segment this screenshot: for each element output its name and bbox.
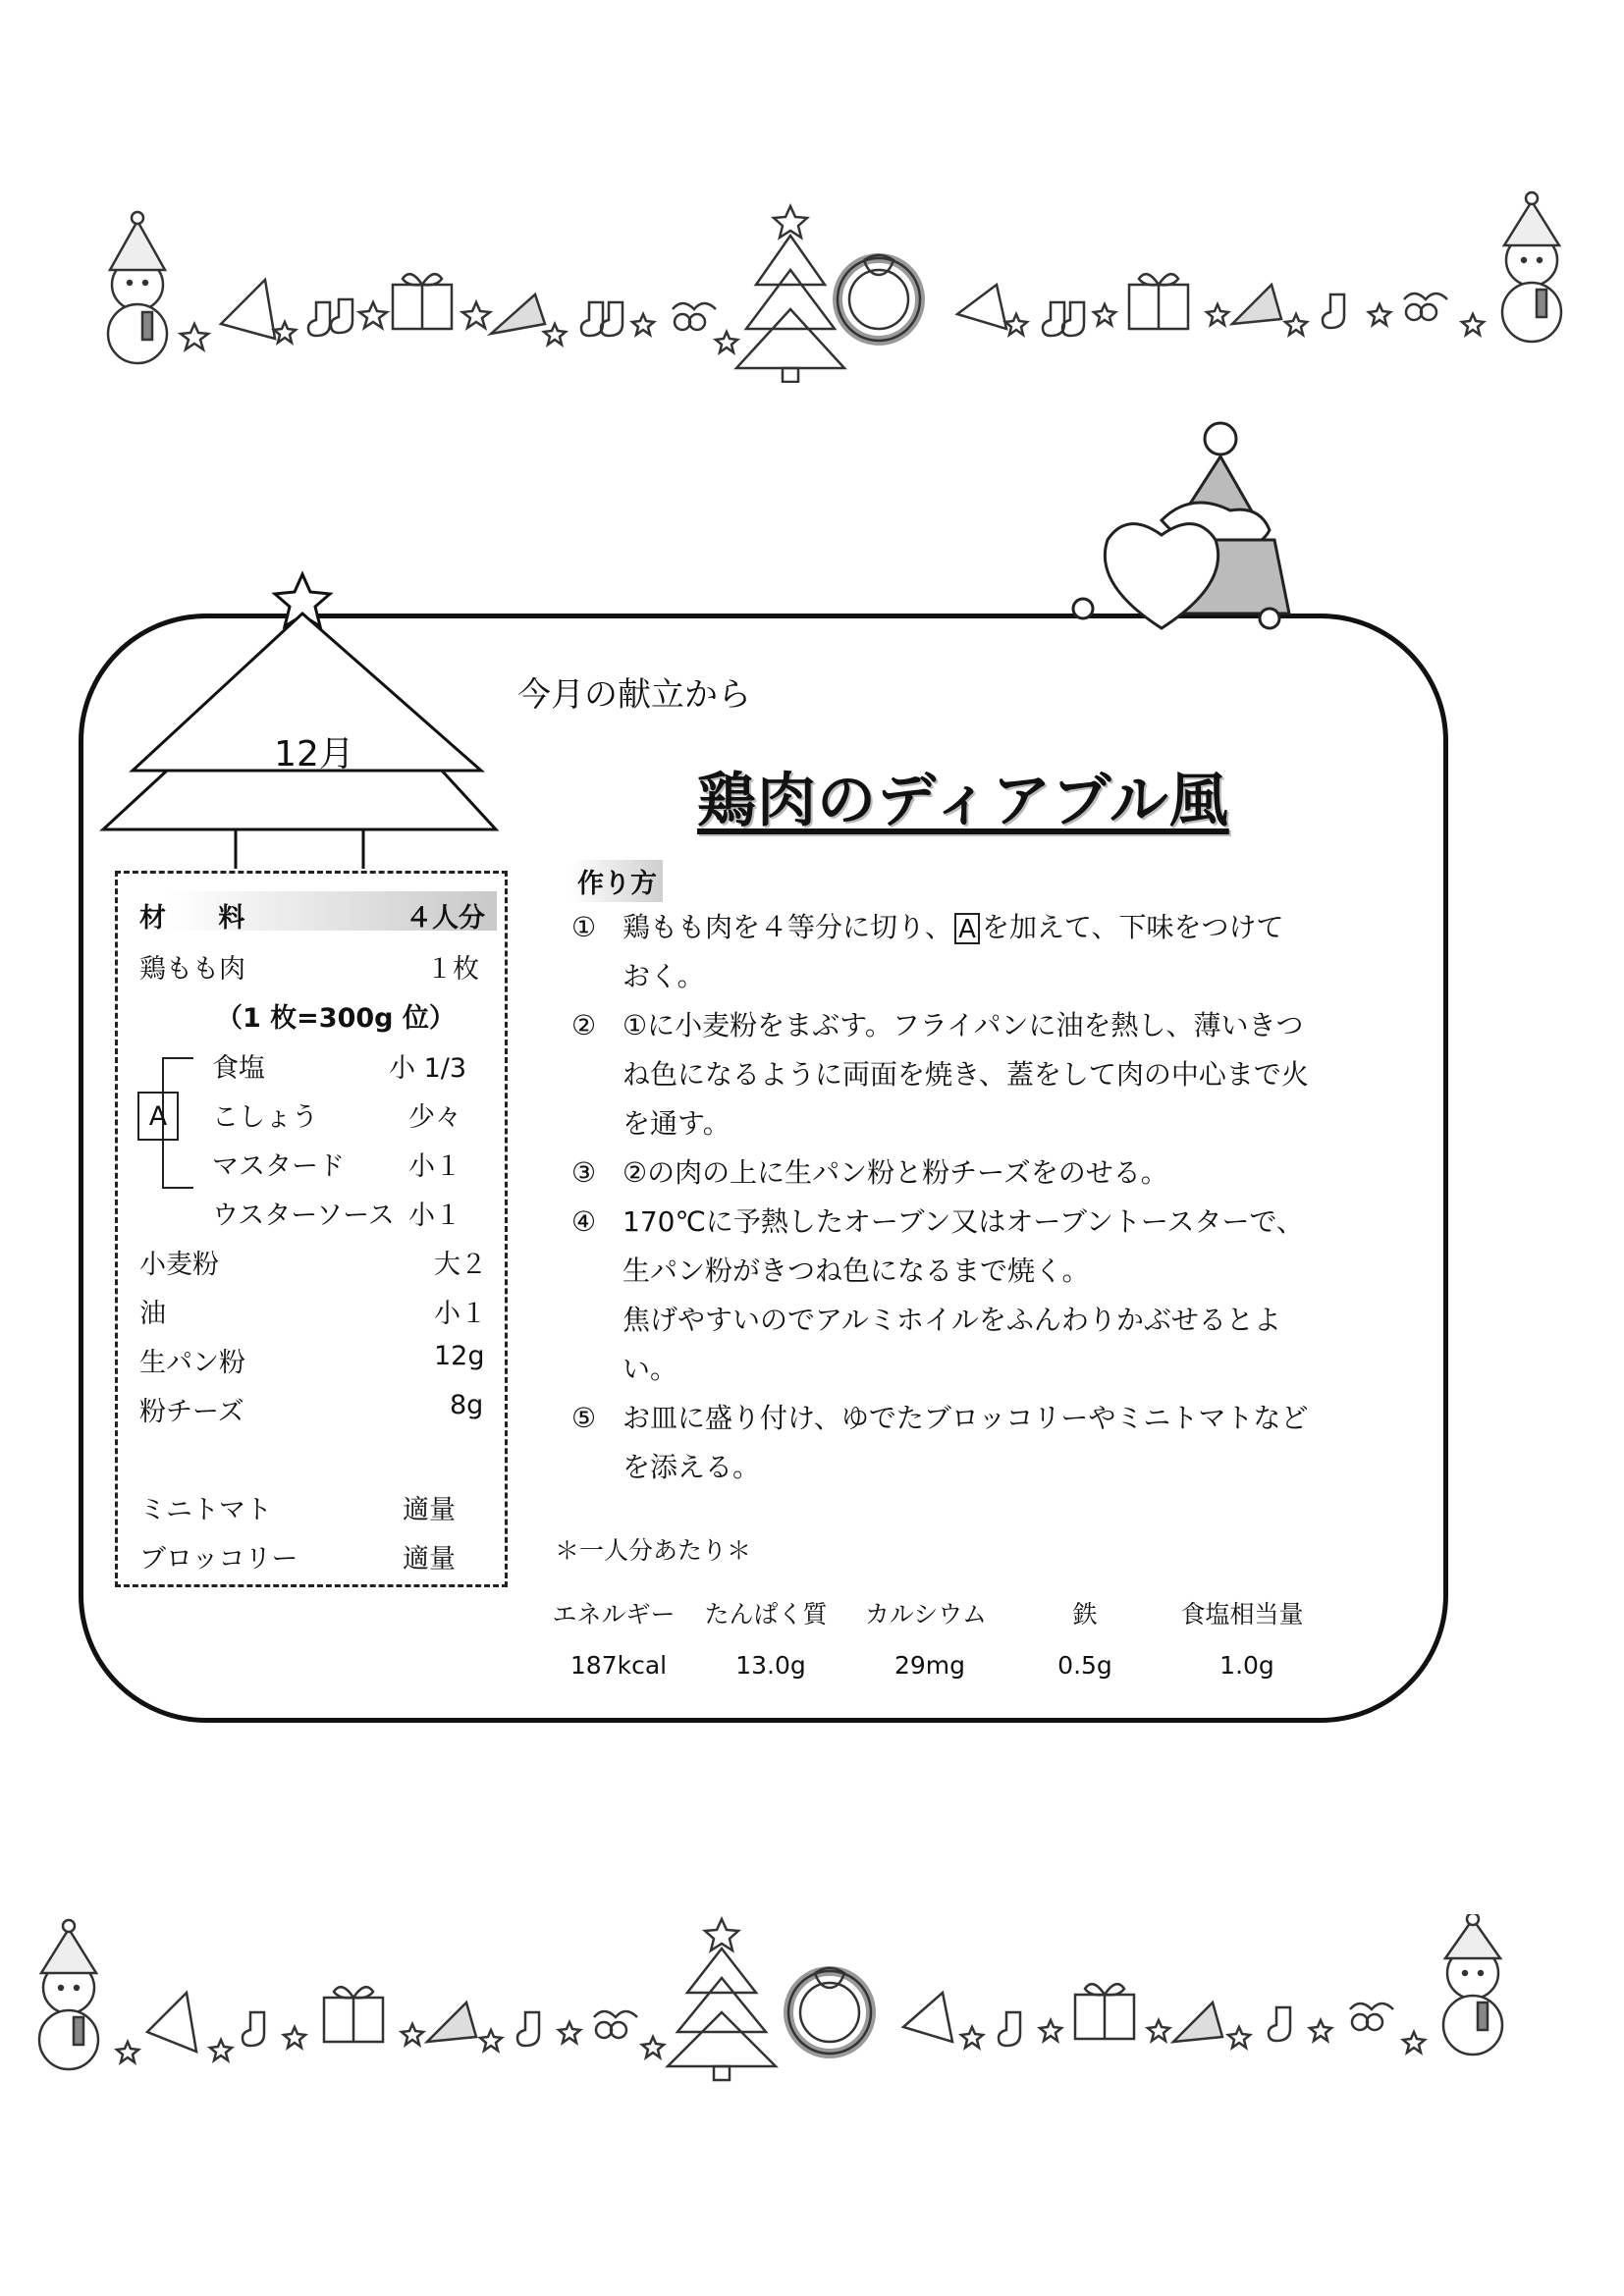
method-title: 作り方	[571, 860, 663, 902]
ingredient-amount: 適量	[403, 1495, 456, 1525]
ingredient-amount: 8g	[450, 1390, 484, 1420]
star-icon	[1005, 314, 1027, 335]
step-text-part: 鶏もも肉を４等分に切り、	[623, 911, 953, 943]
party-hat-icon	[427, 2002, 476, 2042]
step-number: ②	[571, 1009, 597, 1041]
holly-icon	[594, 2011, 637, 2038]
star-icon	[1462, 314, 1484, 335]
ingredient-name: 鶏もも肉	[139, 954, 245, 985]
star-icon	[1310, 2020, 1331, 2041]
star-icon	[117, 2042, 138, 2062]
ingredient-name: マスタード	[212, 1151, 345, 1182]
ingredient-name: 小麦粉	[139, 1250, 219, 1280]
christmas-tree-icon	[668, 1919, 776, 2080]
ingredient-name: ウスターソース	[212, 1201, 395, 1231]
ingredients-header	[132, 891, 497, 934]
star-icon	[359, 302, 387, 328]
step-text: お皿に盛り付け、ゆでたブロッコリーやミニトマトなどを添える。	[623, 1402, 1309, 1483]
wreath-icon	[788, 1968, 871, 2054]
star-icon	[1040, 2020, 1061, 2041]
santa-heart-icon	[1049, 417, 1294, 648]
servings-label: ４人分	[406, 903, 485, 934]
nutrition-value: 0.5g	[1057, 1651, 1112, 1680]
step-text	[623, 903, 1310, 1001]
sock-icon	[581, 302, 623, 336]
recipe-title: 鶏肉のディアブル風	[697, 767, 1229, 835]
ingredient-amount: 適量	[403, 1544, 456, 1575]
star-icon	[642, 2037, 664, 2057]
header-subtitle: 今月の献立から	[517, 675, 751, 715]
step-text	[623, 1198, 1310, 1394]
gift-icon	[324, 1987, 383, 2042]
star-icon	[559, 2022, 580, 2043]
nutrition-label: カルシウム	[864, 1600, 988, 1629]
gift-icon	[393, 274, 452, 329]
sock-icon	[243, 2012, 264, 2046]
nutrition-value: 1.0g	[1219, 1651, 1274, 1680]
ingredient-name: ミニトマト	[139, 1495, 272, 1525]
tree-bottom-tier	[103, 771, 496, 829]
ingredient-amount: 大２	[434, 1250, 487, 1280]
star-icon	[181, 324, 208, 349]
month-label: 12月	[274, 734, 354, 774]
sock-icon	[1323, 294, 1344, 328]
ingredient-amount: 12g	[434, 1341, 485, 1371]
step-number: ③	[571, 1156, 597, 1189]
gift-icon	[1129, 274, 1188, 329]
holly-icon	[673, 303, 716, 330]
star-icon	[961, 2027, 983, 2048]
wreath-icon	[838, 255, 920, 341]
step-number: ④	[571, 1205, 597, 1238]
nutrition-value: 13.0g	[735, 1651, 806, 1680]
star-icon	[1228, 2027, 1250, 2048]
christmas-border-top	[0, 187, 1624, 383]
step-number: ⑤	[571, 1402, 597, 1434]
star-icon	[284, 2027, 305, 2048]
step-number: ①	[571, 911, 597, 943]
star-icon	[1403, 2032, 1425, 2053]
star-icon	[210, 2040, 232, 2060]
ingredient-name: 食塩	[212, 1053, 265, 1084]
snowman-icon	[1443, 1914, 1502, 2055]
ingredients-box	[115, 871, 508, 1587]
nutrition-label: たんぱく質	[704, 1600, 828, 1629]
ingredient-amount: 少々	[408, 1102, 461, 1133]
sock-icon	[308, 299, 352, 336]
star-icon	[462, 302, 490, 328]
ingredient-name: 油	[139, 1299, 166, 1329]
ingredient-amount: 小１	[408, 1201, 461, 1231]
star-icon	[1369, 304, 1390, 325]
star-icon	[274, 322, 296, 343]
party-hat-icon	[147, 1993, 196, 2052]
party-hat-icon	[957, 285, 1006, 329]
party-hat-icon	[903, 1993, 952, 2042]
christmas-border-bottom	[0, 1914, 1624, 2110]
party-hat-icon	[1173, 2002, 1222, 2042]
nutrition-label: 鉄	[1072, 1600, 1098, 1629]
christmas-tree-icon	[736, 206, 844, 382]
sock-icon	[1269, 2007, 1290, 2041]
nutrition-value: 187kcal	[569, 1651, 668, 1680]
star-icon	[480, 2030, 502, 2051]
star-icon	[1285, 314, 1307, 335]
step-text-part: 170℃に予熱したオーブン又はオーブントースターで、生パン粉がきつね色になるまで焼く。	[623, 1205, 1304, 1287]
holly-icon	[1350, 2003, 1393, 2030]
ingredient-name: 粉チーズ	[139, 1397, 244, 1427]
snowman-icon	[108, 212, 167, 363]
ingredient-amount: 小 1/3	[389, 1053, 467, 1084]
star-icon	[716, 332, 737, 352]
nutrition-value: 29mg	[893, 1651, 966, 1680]
party-hat-icon	[221, 280, 275, 339]
ingredient-name: 生パン粉	[139, 1348, 245, 1378]
inline-a-label: A	[954, 913, 980, 944]
star-icon	[1148, 2020, 1169, 2041]
star-icon	[402, 2024, 423, 2045]
group-a-label: A	[137, 1092, 179, 1141]
nutrition-title: ＊一人分あたり＊	[555, 1536, 752, 1565]
snowman-icon	[39, 1920, 98, 2069]
gift-icon	[1075, 1984, 1134, 2039]
party-hat-icon	[1232, 285, 1281, 324]
step-text-part: を加えて、下味をつけておく。	[623, 911, 1284, 992]
step-text: ①に小麦粉をまぶす。フライパンに油を熱し、薄いきつね色になるように両面を焼き、蓋をして肉の中心まで火を通す。	[623, 1009, 1309, 1140]
ingredient-amount: 小１	[408, 1151, 461, 1182]
ingredient-amount: 小１	[434, 1299, 487, 1329]
ingredient-name: ブロッコリー	[139, 1544, 298, 1575]
christmas-tree-graphic	[93, 564, 506, 879]
holly-icon	[1404, 294, 1447, 320]
ingredient-amount: １枚	[426, 954, 479, 985]
star-icon	[544, 324, 566, 345]
nutrition-label: 食塩相当量	[1180, 1600, 1304, 1629]
step-text-part: 焦げやすいのでアルミホイルをふんわりかぶせるとよい。	[623, 1304, 1281, 1385]
sock-icon	[1043, 302, 1084, 336]
ingredients-header-label: 材 料	[139, 903, 267, 934]
star-icon	[1207, 304, 1228, 325]
sock-icon	[999, 2012, 1020, 2046]
star-icon	[1094, 304, 1115, 325]
ingredient-name: こしょう	[212, 1102, 318, 1133]
nutrition-label: エネルギー	[552, 1600, 676, 1629]
step-text: ②の肉の上に生パン粉と粉チーズをのせる。	[623, 1156, 1168, 1189]
party-hat-icon	[491, 294, 545, 334]
sock-icon	[517, 2012, 539, 2046]
snowman-icon	[1502, 192, 1561, 342]
ingredient-note: （1 枚=300g 位）	[216, 1003, 456, 1034]
star-icon	[632, 314, 654, 335]
